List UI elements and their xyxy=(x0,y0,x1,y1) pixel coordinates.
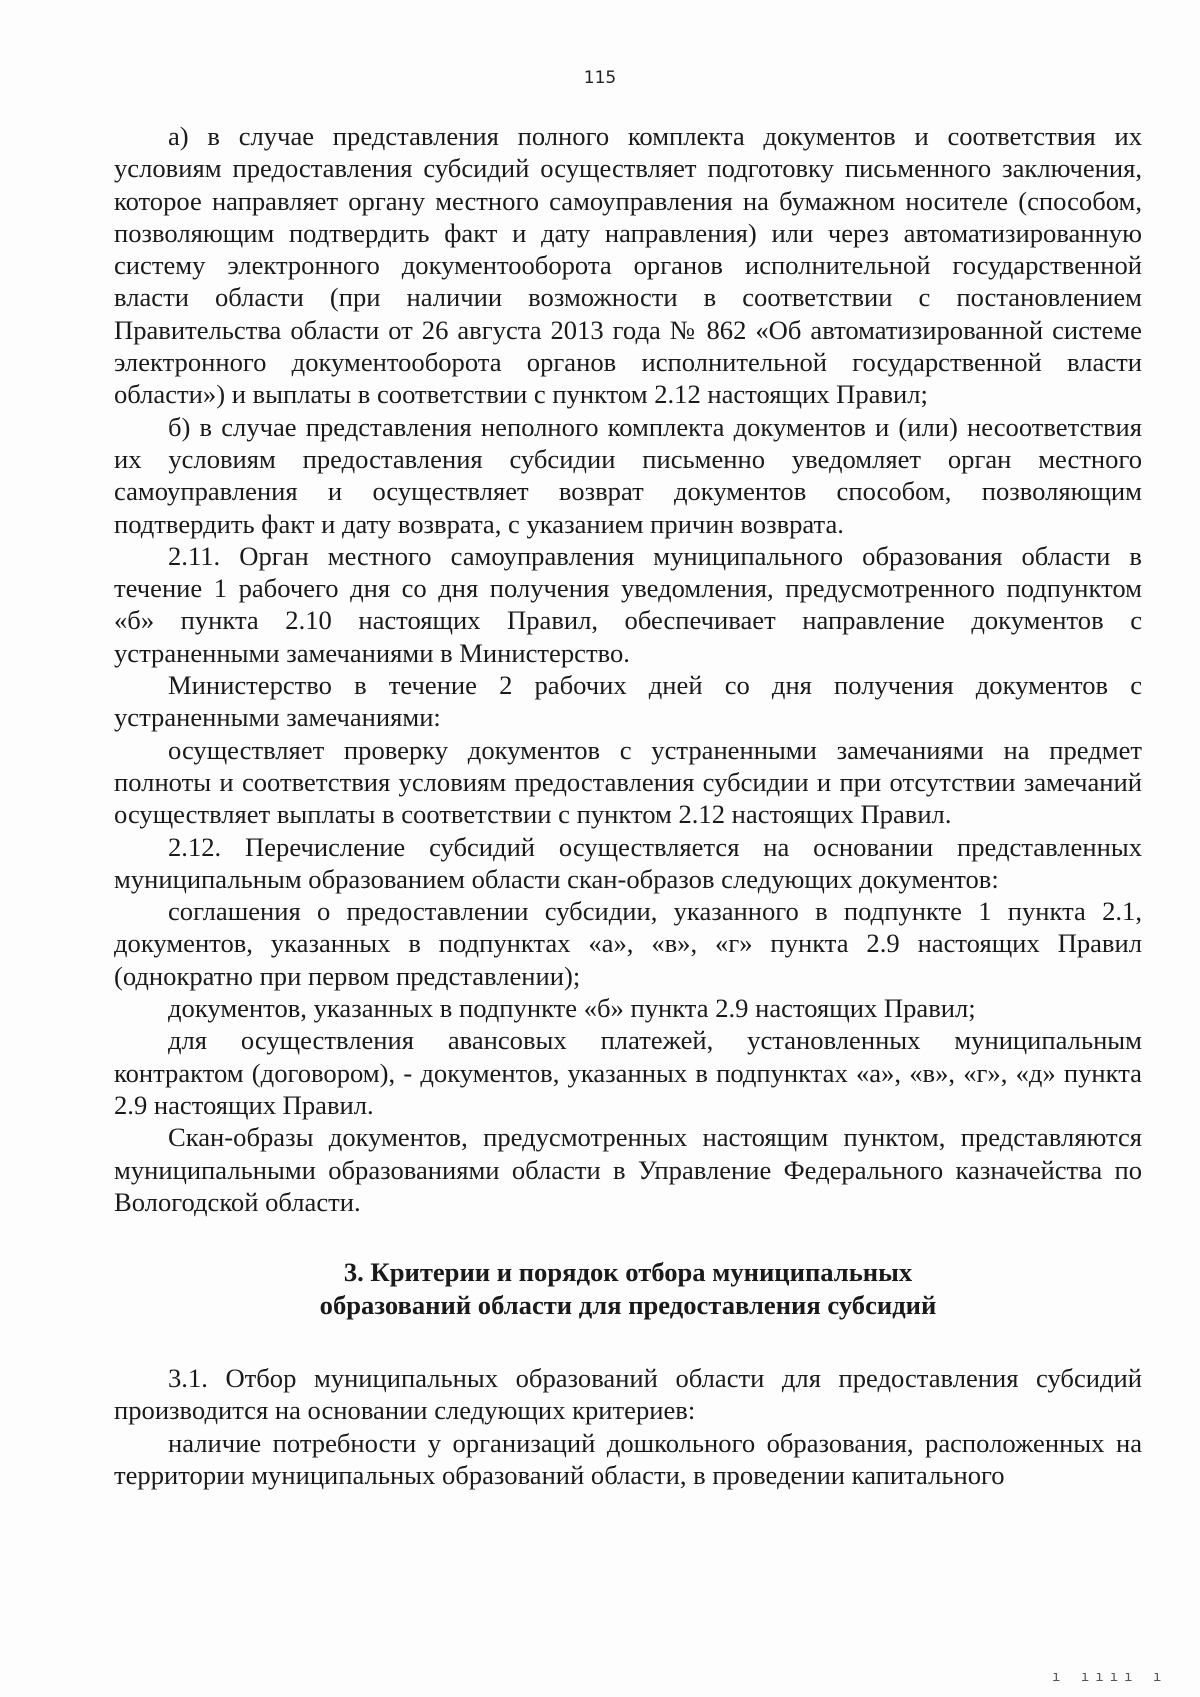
section-title-line-2: образований области для предоставления субсидий xyxy=(319,1290,937,1321)
paragraph-ministry-term: Министерство в течение 2 рабочих дней со дня получения документов с устраненными замечаниями: xyxy=(114,670,1142,733)
page-number: 115 xyxy=(583,68,617,88)
paragraph-verification: осуществляет проверку документов с устраненными замечаниями на предмет полноты и соответствия условиям предоставления субсидии и при отсутствии замечаний осуществляет выплаты в соответствии с пунктом 2.12 настоящих Правил. xyxy=(114,734,1142,830)
paragraph-3-1: 3.1. Отбор муниципальных образований области для предоставления субсидий производится на основании следующих критериев: xyxy=(114,1363,1142,1426)
paragraph-b: б) в случае представления неполного комплекта документов и (или) несоответствия их условиям предоставления субсидии письменно уведомляет орган местного самоуправления и осуществляет возврат документов способом, позволяющим подтвердить факт и дату возврата, с указанием причин возврата. xyxy=(114,411,1142,539)
paragraph-subpoint-b-docs: документов, указанных в подпункте «б» пункта 2.9 настоящих Правил; xyxy=(168,993,976,1024)
paragraph-scan-images: Скан-образы документов, предусмотренных настоящим пунктом, представляются муниципальными образованиями области в Управление Федерального казначейства по Вологодской области. xyxy=(114,1122,1142,1217)
paragraph-advance-payments: для осуществления авансовых платежей, установленных муниципальным контрактом (договором), - документов, указанных в подпунктах «а», «в», «г», «д» пункта 2.9 настоящих Правил. xyxy=(114,1025,1142,1120)
document-body xyxy=(114,120,1142,1491)
section-title-line-1: 3. Критерии и порядок отбора муниципальных xyxy=(343,1257,913,1288)
paragraph-need-criterion: наличие потребности у организаций дошкольного образования, расположенных на территории муниципальных образований области, в проведении капитального xyxy=(114,1427,1142,1490)
paragraph-2-11: 2.11. Орган местного самоуправления муниципального образования области в течение 1 рабочего дня со дня получения уведомления, предусмотренного подпунктом «б» пункта 2.10 настоящих Правил, обеспечивает направление документов с устраненными замечаниями в Министерство. xyxy=(114,540,1142,668)
section-heading xyxy=(114,1256,1142,1322)
paragraph-a: а) в случае представления полного комплекта документов и соответствия их условиям предоставления субсидий осуществляет подготовку письменного заключения, которое направляет органу местного самоуправления на бумажном носителе (способом, позволяющим подтвердить факт и дату направления) или через автоматизированную систему электронного документооборота органов исполнительной государственной власти области (при наличии возможности в соответствии с постановлением Правительства области от 26 августа 2013 года № 862 «Об автоматизированной системе электронного документооборота органов исполнительной государственной власти области») и выплаты в соответствии с пунктом 2.12 настоящих Правил; xyxy=(114,121,1142,410)
paragraph-2-12: 2.12. Перечисление субсидий осуществляется на основании представленных муниципальным образованием области скан-образов следующих документов: xyxy=(114,831,1142,894)
paragraph-agreement-docs: соглашения о предоставлении субсидии, указанного в подпункте 1 пункта 2.1, документов, указанных в подпунктах «а», «в», «г» пункта 2.9 настоящих Правил (однократно при первом представлении); xyxy=(114,896,1142,991)
scan-edge-marks: ı ıııı ı xyxy=(1052,1669,1168,1685)
